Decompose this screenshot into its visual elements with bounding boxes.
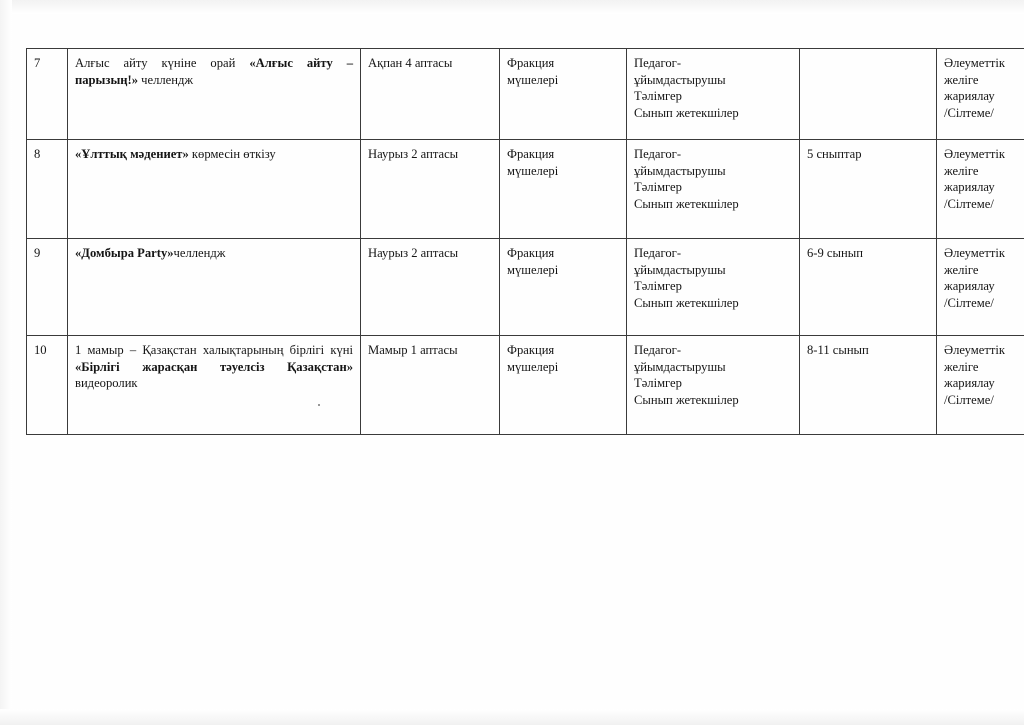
table-row xyxy=(27,49,1024,140)
row-grade: 6-9 сынып xyxy=(800,239,937,336)
activity-plan-table xyxy=(26,48,1024,435)
scan-edge-shadow-top xyxy=(0,0,1024,14)
note-line-2: желіге xyxy=(944,72,979,87)
note-line-3: жариялау xyxy=(944,376,995,391)
event-text-plain-2: челлендж xyxy=(138,72,194,87)
executor-line-2: ұйымдастырушы xyxy=(634,262,726,277)
executor-line-3: Тәлімгер xyxy=(634,376,682,391)
row-grade: 8-11 сынып xyxy=(800,336,937,435)
table-row xyxy=(27,239,1024,336)
note-line-3: жариялау xyxy=(944,279,995,294)
responsible-line-1: Фракция xyxy=(507,246,555,260)
event-text-plain-1: челлендж xyxy=(173,246,226,260)
event-text-bold: «Ұлттық мәдениет» xyxy=(75,147,189,161)
note-line-1: Әлеуметтік xyxy=(944,56,1005,70)
responsible-line-1: Фракция xyxy=(507,147,555,161)
executor-line-4: Сынып жетекшілер xyxy=(634,197,739,212)
executor-line-4: Сынып жетекшілер xyxy=(634,296,739,311)
executor-line-1: Педагог- xyxy=(634,147,682,161)
note-line-4: /Сілтеме/ xyxy=(944,106,994,121)
executor-line-4: Сынып жетекшілер xyxy=(634,106,739,121)
note-line-1: Әлеуметтік xyxy=(944,147,1005,161)
note-line-3: жариялау xyxy=(944,89,995,104)
row-event xyxy=(68,336,361,435)
executor-line-2: ұйымдастырушы xyxy=(634,359,726,374)
row-responsible xyxy=(500,239,627,336)
event-text-plain-2: видеоролик xyxy=(75,376,138,391)
executor-line-1: Педагог- xyxy=(634,246,682,260)
event-text-plain-1: 1 мамыр – Қазақстан халықтарының бірлігі күні xyxy=(75,343,353,357)
event-text-plain-1: Алғыс айту күніне орай xyxy=(75,56,250,70)
row-grade: 5 сныптар xyxy=(800,140,937,239)
row-number: 7 xyxy=(27,49,68,140)
row-grade xyxy=(800,49,937,140)
row-responsible xyxy=(500,336,627,435)
scan-artifact-dot xyxy=(318,404,320,406)
responsible-line-1: Фракция xyxy=(507,343,555,357)
row-number: 8 xyxy=(27,140,68,239)
scan-edge-shadow-bottom xyxy=(0,709,1024,725)
row-event xyxy=(68,49,361,140)
row-executors xyxy=(627,49,800,140)
note-line-4: /Сілтеме/ xyxy=(944,296,994,311)
note-line-1: Әлеуметтік xyxy=(944,246,1005,260)
event-text-bold: «Бірлігі жарасқан тәуелсіз Қазақстан» xyxy=(75,359,353,374)
executor-line-3: Тәлімгер xyxy=(634,279,682,294)
executor-line-1: Педагог- xyxy=(634,343,682,357)
table-row xyxy=(27,140,1024,239)
event-text-bold: «Алғыс айту – парызың!» xyxy=(75,56,353,87)
responsible-line-2: мүшелері xyxy=(507,72,559,87)
responsible-line-1: Фракция xyxy=(507,56,555,70)
row-executors xyxy=(627,336,800,435)
row-executors xyxy=(627,239,800,336)
table-row xyxy=(27,336,1024,435)
row-executors xyxy=(627,140,800,239)
note-line-2: желіге xyxy=(944,163,979,178)
row-date: Наурыз 2 аптасы xyxy=(361,239,500,336)
row-event xyxy=(68,239,361,336)
note-line-3: жариялау xyxy=(944,180,995,195)
row-responsible xyxy=(500,49,627,140)
scan-edge-shadow-left xyxy=(0,0,12,725)
note-line-4: /Сілтеме/ xyxy=(944,393,994,408)
responsible-line-2: мүшелері xyxy=(507,262,559,277)
note-line-4: /Сілтеме/ xyxy=(944,197,994,212)
row-note xyxy=(937,49,1024,140)
responsible-line-2: мүшелері xyxy=(507,359,559,374)
responsible-line-2: мүшелері xyxy=(507,163,559,178)
event-text-plain-1: көрмесін өткізу xyxy=(188,147,276,161)
executor-line-3: Тәлімгер xyxy=(634,180,682,195)
executor-line-2: ұйымдастырушы xyxy=(634,163,726,178)
row-date: Мамыр 1 аптасы xyxy=(361,336,500,435)
row-event xyxy=(68,140,361,239)
row-date: Наурыз 2 аптасы xyxy=(361,140,500,239)
executor-line-1: Педагог- xyxy=(634,56,682,70)
row-date: Ақпан 4 аптасы xyxy=(361,49,500,140)
event-text-bold: «Домбыра Party» xyxy=(75,246,174,260)
row-note xyxy=(937,336,1024,435)
row-note xyxy=(937,140,1024,239)
note-line-2: желіге xyxy=(944,262,979,277)
row-note xyxy=(937,239,1024,336)
note-line-1: Әлеуметтік xyxy=(944,343,1005,357)
note-line-2: желіге xyxy=(944,359,979,374)
executor-line-4: Сынып жетекшілер xyxy=(634,393,739,408)
row-number: 10 xyxy=(27,336,68,435)
executor-line-3: Тәлімгер xyxy=(634,89,682,104)
executor-line-2: ұйымдастырушы xyxy=(634,72,726,87)
row-number: 9 xyxy=(27,239,68,336)
row-responsible xyxy=(500,140,627,239)
